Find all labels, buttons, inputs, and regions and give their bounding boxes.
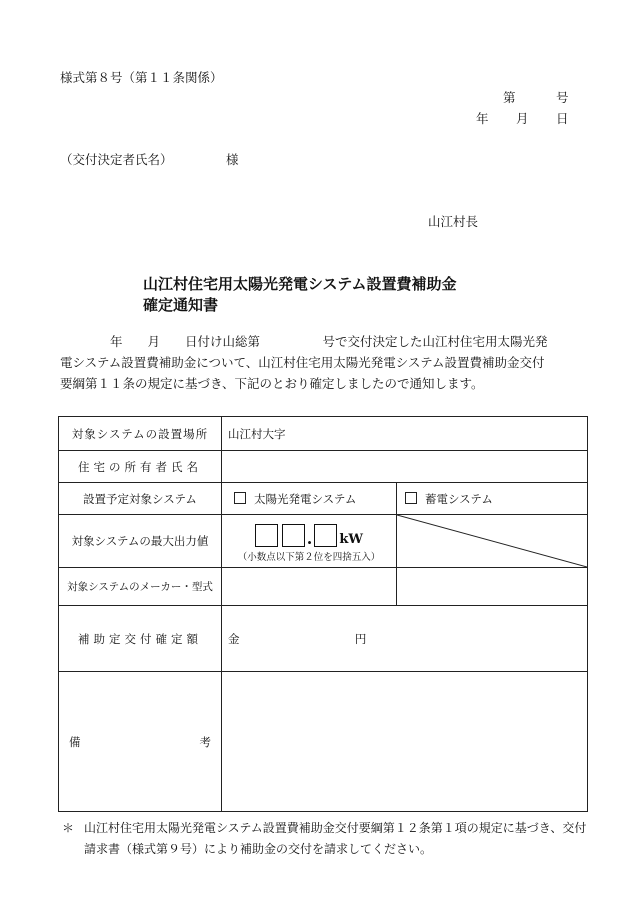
- date-month: 月: [516, 111, 529, 126]
- system-option-battery[interactable]: [397, 483, 588, 515]
- amount-suffix: 円: [354, 631, 367, 646]
- details-table: [58, 416, 588, 812]
- form-number: 様式第８号（第１１条関係）: [60, 70, 223, 85]
- recipient-honorific: 様: [226, 152, 239, 167]
- body-line-2: 電システム設置費補助金について、山江村住宅用太陽光発電システム設置費補助金交付: [60, 355, 545, 370]
- remarks-label-left: 備: [69, 734, 81, 749]
- title-line1: 山江村住宅用太陽光発電システム設置費補助金: [143, 275, 457, 293]
- maker-value[interactable]: [222, 568, 397, 606]
- amount-value[interactable]: [222, 606, 588, 672]
- body-line-1: 年 月 日付け山総第 号で交付決定した山江村住宅用太陽光発: [60, 334, 548, 349]
- output-digit-box-3[interactable]: [314, 524, 337, 547]
- table-row-system: [59, 483, 588, 515]
- system-label: 設置予定対象システム: [59, 483, 222, 515]
- remarks-label: [59, 672, 222, 812]
- date-day: 日: [556, 111, 569, 126]
- recipient-name-label: （交付決定者氏名）: [60, 152, 173, 167]
- table-row-remarks: [59, 672, 588, 812]
- footnote-mark: ＊: [62, 821, 75, 835]
- body-line-3: 要綱第１１条の規定に基づき、下記のとおり確定しましたので通知します。: [60, 376, 484, 391]
- footnote-line2: 請求書（様式第９号）により補助金の交付を請求してください。: [84, 842, 433, 856]
- amount-prefix: 金: [228, 631, 240, 646]
- location-value[interactable]: 山江村大字: [222, 417, 588, 451]
- footnote-line1: 山江村住宅用太陽光発電システム設置費補助金交付要綱第１２条第１項の規定に基づき、交付: [84, 821, 587, 835]
- owner-label: 住宅の所有者氏名: [59, 451, 222, 483]
- doc-number-go: 号: [556, 90, 569, 105]
- system-option-solar[interactable]: [222, 483, 397, 515]
- option-battery-label: 蓄電システム: [425, 491, 493, 506]
- output-unit: kW: [339, 531, 363, 547]
- output-diagonal-cell: [397, 515, 588, 568]
- table-row-output: [59, 515, 588, 568]
- maker-extra[interactable]: [397, 568, 588, 606]
- output-rounding-note: （小数点以下第２位を四捨五入）: [237, 551, 381, 563]
- body-text: [60, 331, 590, 394]
- amount-label: 補助定交付確定額: [59, 606, 222, 672]
- maker-label: 対象システムのメーカー・型式: [59, 568, 222, 606]
- issuer: 山江村長: [428, 214, 479, 229]
- option-solar-label: 太陽光発電システム: [254, 491, 357, 506]
- checkbox-battery[interactable]: [405, 492, 417, 504]
- output-digit-box-2[interactable]: [282, 524, 305, 547]
- decimal-point: .: [306, 528, 313, 548]
- table-row-maker: [59, 568, 588, 606]
- checkbox-solar[interactable]: [234, 492, 246, 504]
- title-line2: 確定通知書: [143, 296, 219, 314]
- date-year: 年: [476, 111, 489, 126]
- output-digit-box-1[interactable]: [255, 524, 278, 547]
- owner-value[interactable]: [222, 451, 588, 483]
- output-value[interactable]: [222, 515, 397, 568]
- remarks-value[interactable]: [222, 672, 588, 812]
- diagonal-line: [397, 515, 587, 567]
- table-row-amount: [59, 606, 588, 672]
- output-label: 対象システムの最大出力値: [59, 515, 222, 568]
- remarks-label-right: 考: [199, 734, 211, 749]
- table-row-location: [59, 417, 588, 451]
- doc-number-dai: 第: [503, 90, 516, 105]
- location-label: 対象システムの設置場所: [59, 417, 222, 451]
- table-row-owner: [59, 451, 588, 483]
